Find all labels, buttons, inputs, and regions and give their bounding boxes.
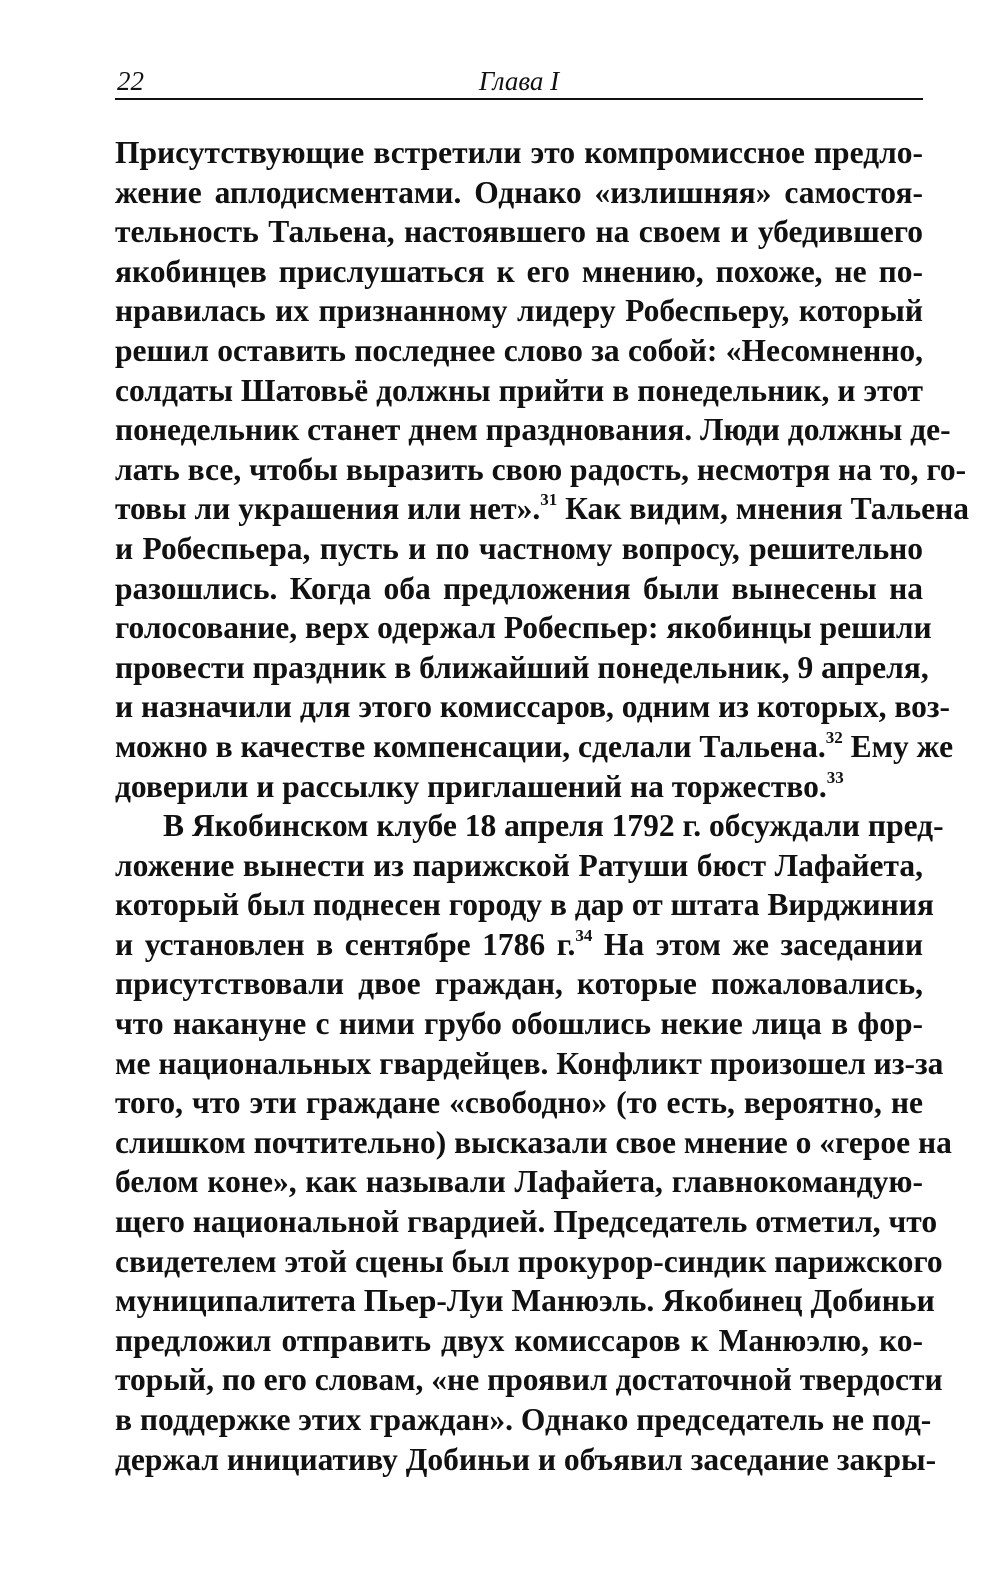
paragraph — [115, 806, 952, 1479]
text-line: белом коне», как называли Лафайета, главнокомандую- — [115, 1164, 923, 1200]
text-line: ложение вынести из парижской Ратуши бюст Лафайета, — [115, 847, 923, 883]
text-line: якобинцев прислушаться к его мнению, похоже, не по- — [115, 253, 923, 289]
text-line: торый, по его словам, «не проявил достаточной твердости — [115, 1362, 943, 1398]
text-line: нравилась их признанному лидеру Робеспьеру, который — [115, 293, 923, 329]
text-line: лать все, чтобы выразить свою радость, несмотря на то, го- — [115, 451, 967, 487]
text-line: в поддержке этих граждан». Однако председатель не под- — [115, 1402, 932, 1437]
text-line: присутствовали двое граждан, которые пожаловались, — [115, 966, 923, 1002]
text-line: провести праздник в ближайший понедельник, 9 апреля, — [115, 649, 929, 685]
footnote-ref: 34 — [575, 925, 593, 945]
text-line: предложил отправить двух комиссаров к Манюэлю, ко- — [115, 1322, 923, 1358]
text-line: того, что эти граждане «свободно» (то есть, вероятно, не — [115, 1085, 923, 1121]
text-line: решил оставить последнее слово за собой: «Несомненно, — [115, 332, 923, 368]
text-line: что накануне с ними грубо обошлись некие лица в фор- — [115, 1006, 923, 1042]
footnote-ref: 32 — [825, 727, 843, 747]
text-line: который был поднесен городу в дар от штата Вирджиния — [115, 887, 934, 923]
text-line: муниципалитета Пьер-Луи Манюэль. Якобинец Добиньи — [115, 1283, 935, 1319]
text-line: свидетелем этой сцены был прокурор-синдик парижского — [115, 1243, 943, 1279]
text-line: голосование, верх одержал Робеспьер: якобинцы решили — [115, 610, 932, 646]
text-line: разошлись. Когда оба предложения были вынесены на — [115, 570, 923, 606]
text-line: понедельник станет днем празднования. Люди должны де- — [115, 412, 951, 448]
text-line: доверили и рассылку приглашений на торжество.$^{33}$ — [115, 767, 844, 804]
text-line: и назначили для этого комиссаров, одним из которых, воз- — [115, 689, 951, 725]
text-line: солдаты Шатовьё должны прийти в понедельник, и этот — [115, 372, 923, 408]
text-line: В Якобинском клубе 18 апреля 1792 г. обсуждали пред- — [163, 808, 944, 844]
text-line: щего национальной гвардией. Председатель отметил, что — [115, 1204, 938, 1240]
paragraph — [115, 133, 970, 806]
text-line: можно в качестве компенсации, сделали Тальена.$^{32}$ Ему же — [115, 727, 954, 764]
text-line: и установлен в сентябре 1786 г.$^{34}$ На этом же заседании — [115, 925, 923, 962]
text-line: ме национальных гвардейцев. Конфликт произошел из-за — [115, 1045, 944, 1081]
body-text — [115, 133, 970, 1479]
text-line: слишком почтительно) высказали свое мнение о «герое на — [115, 1124, 952, 1160]
footnote-ref: 31 — [540, 490, 558, 510]
text-line: жение аплодисментами. Однако «излишняя» самостоя- — [115, 174, 923, 210]
page-number: 22 — [117, 66, 144, 96]
text-line: Присутствующие встретили это компромиссное предло- — [115, 135, 923, 170]
running-header — [115, 62, 923, 100]
text-line: тельность Тальена, настоявшего на своем и убедившего — [115, 214, 923, 250]
text-line: товы ли украшения или нет».$^{31}$ Как видим, мнения Тальена — [115, 490, 970, 527]
text-line: и Робеспьера, пусть и по частному вопросу, решительно — [115, 530, 923, 566]
text-line: держал инициативу Добиньи и объявил заседание закры- — [115, 1441, 937, 1477]
footnote-ref: 33 — [826, 767, 844, 787]
chapter-title: Глава I — [478, 66, 560, 96]
